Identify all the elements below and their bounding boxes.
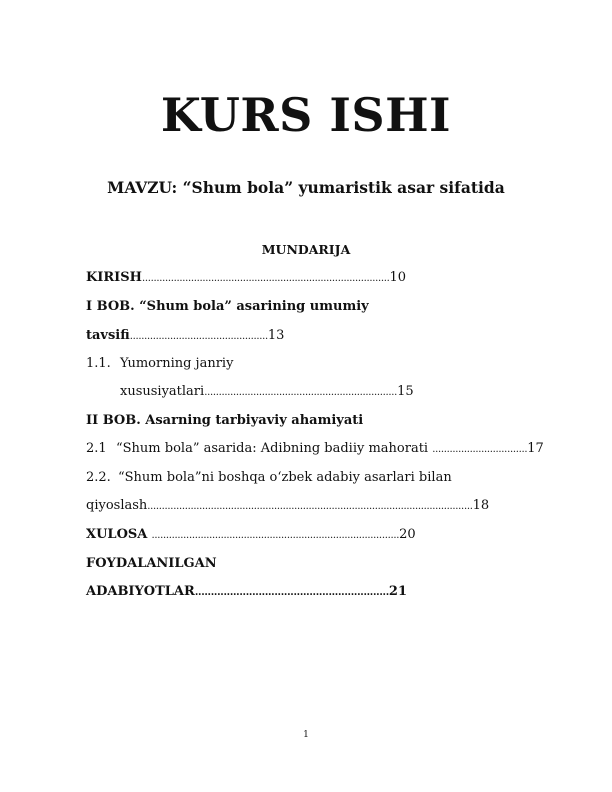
toc-entry-bob1 xyxy=(86,299,369,314)
document-subtitle: MAVZU: “Shum bola” yumaristik asar sifatida xyxy=(107,178,505,197)
toc-entry-bob2 xyxy=(86,413,363,428)
toc-dot-leader: ............................................................. xyxy=(194,587,389,598)
toc-entry-number: 2.1 xyxy=(86,441,107,456)
toc-entry-text: tavsifi xyxy=(86,328,130,343)
toc-entry-text: xususiyatlari xyxy=(120,384,205,399)
toc-entry-1-1 xyxy=(86,356,233,371)
toc-entry-number: 2.2. xyxy=(86,470,111,485)
toc-entry-text: II BOB. Asarning tarbiyaviy ahamiyati xyxy=(86,413,364,428)
toc-entry-text: Yumorning janriy xyxy=(120,356,234,371)
toc-entry-text: “Shum bola” asarida: Adibning badiiy mahorati xyxy=(116,441,429,456)
toc-dot-leader: ................................................ xyxy=(129,331,268,342)
toc-entry-kirish xyxy=(86,270,406,285)
toc-entry-adabiyotlar xyxy=(86,584,407,599)
toc-entry-2-2-cont xyxy=(86,498,489,513)
toc-entry-number: 1.1. xyxy=(86,356,111,371)
toc-entry-text: XULOSA xyxy=(86,527,148,542)
toc-entry-bob1-cont xyxy=(86,328,284,343)
toc-entry-foydalanilgan xyxy=(86,556,217,571)
toc-page-number: 20 xyxy=(399,527,416,542)
toc-heading: MUNDARIJA xyxy=(261,242,351,257)
toc-entry-text: I BOB. “Shum bola” asarining umumiy xyxy=(86,299,369,314)
toc-entry-text: ADABIYOTLAR xyxy=(86,584,195,599)
document-title: KURS ISHI xyxy=(160,88,452,142)
toc-entry-text: qiyoslash xyxy=(86,498,148,513)
toc-page-number: 13 xyxy=(267,328,285,343)
toc-dot-leader: ................................. xyxy=(432,444,528,455)
toc-dot-leader: ...................................................................................... xyxy=(151,530,400,541)
toc-entry-text: KIRISH xyxy=(86,270,142,285)
toc-entry-text: FOYDALANILGAN xyxy=(86,556,217,571)
toc-page-number: 18 xyxy=(472,498,490,513)
toc-entry-text: “Shum bola”ni boshqa o‘zbek adabiy asarlari bilan xyxy=(118,470,452,485)
toc-entry-xulosa xyxy=(86,527,416,542)
toc-page-number: 15 xyxy=(397,384,414,399)
toc-entry-2-1 xyxy=(86,441,544,456)
toc-entry-2-2 xyxy=(86,470,452,485)
toc-dot-leader: ...................................................................................... xyxy=(141,273,390,284)
toc-entry-1-1-cont xyxy=(120,384,414,399)
page-number: 1 xyxy=(303,730,309,740)
toc-dot-leader: ................................................................................................................. xyxy=(147,501,473,512)
toc-page-number: 10 xyxy=(389,270,407,285)
toc-dot-leader: ................................................................... xyxy=(204,387,398,398)
toc-page-number: 17 xyxy=(527,441,544,456)
toc-page-number: 21 xyxy=(388,584,407,599)
